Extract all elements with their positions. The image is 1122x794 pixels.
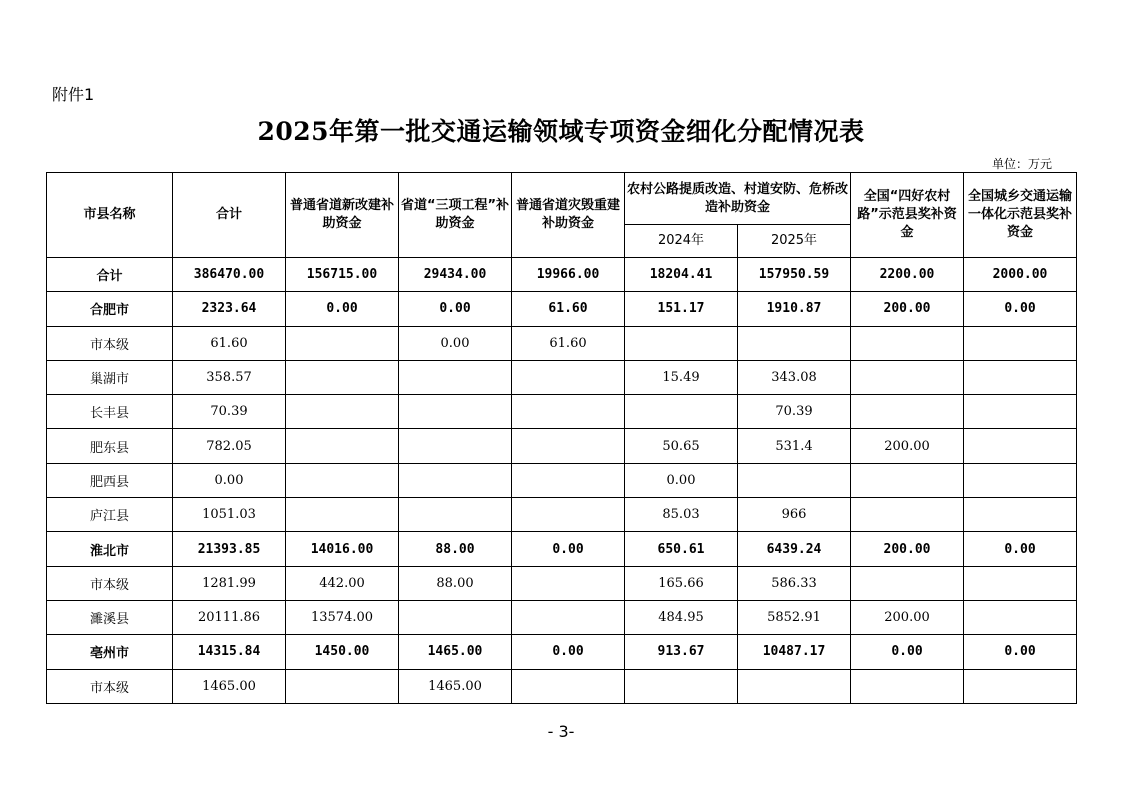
- value-cell: 358.57: [173, 360, 286, 394]
- value-cell: 343.08: [738, 360, 851, 394]
- value-cell: 14315.84: [173, 635, 286, 669]
- table-body: [47, 258, 1077, 704]
- value-cell: 5852.91: [738, 600, 851, 634]
- header-year-2024: 2024年: [625, 225, 738, 258]
- value-cell: 913.67: [625, 635, 738, 669]
- header-rural-group: 农村公路提质改造、村道安防、危桥改造补助资金: [625, 173, 851, 225]
- header-year-2025: 2025年: [738, 225, 851, 258]
- value-cell: [399, 395, 512, 429]
- table-row: [47, 395, 1077, 429]
- value-cell: [286, 429, 399, 463]
- value-cell: 0.00: [964, 532, 1077, 566]
- value-cell: 200.00: [851, 292, 964, 326]
- value-cell: 0.00: [964, 292, 1077, 326]
- row-label-cell: 肥西县: [47, 463, 173, 497]
- value-cell: [964, 566, 1077, 600]
- row-label-cell: 合肥市: [47, 292, 173, 326]
- value-cell: 61.60: [512, 292, 625, 326]
- table-row: [47, 463, 1077, 497]
- header-disaster: 普通省道灾毁重建补助资金: [512, 173, 625, 258]
- value-cell: [851, 360, 964, 394]
- value-cell: [851, 395, 964, 429]
- value-cell: 14016.00: [286, 532, 399, 566]
- attachment-label: 附件1: [52, 85, 95, 104]
- value-cell: 200.00: [851, 600, 964, 634]
- value-cell: [399, 463, 512, 497]
- value-cell: [512, 360, 625, 394]
- value-cell: 10487.17: [738, 635, 851, 669]
- value-cell: [738, 463, 851, 497]
- value-cell: [625, 326, 738, 360]
- value-cell: [964, 600, 1077, 634]
- value-cell: [851, 326, 964, 360]
- table-row: [47, 429, 1077, 463]
- value-cell: 21393.85: [173, 532, 286, 566]
- value-cell: 1450.00: [286, 635, 399, 669]
- header-four-good: 全国“四好农村路”示范县奖补资金: [851, 173, 964, 258]
- table-row: [47, 292, 1077, 326]
- row-label-cell: 市本级: [47, 566, 173, 600]
- value-cell: [286, 669, 399, 703]
- header-integration: 全国城乡交通运输一体化示范县奖补资金: [964, 173, 1077, 258]
- header-three-projects: 省道“三项工程”补助资金: [399, 173, 512, 258]
- value-cell: [399, 360, 512, 394]
- value-cell: 13574.00: [286, 600, 399, 634]
- value-cell: 29434.00: [399, 258, 512, 292]
- value-cell: [512, 395, 625, 429]
- value-cell: 156715.00: [286, 258, 399, 292]
- value-cell: 157950.59: [738, 258, 851, 292]
- table-row: [47, 532, 1077, 566]
- value-cell: [399, 600, 512, 634]
- table-row: [47, 600, 1077, 634]
- value-cell: [286, 498, 399, 532]
- header-new-road: 普通省道新改建补助资金: [286, 173, 399, 258]
- value-cell: 0.00: [286, 292, 399, 326]
- value-cell: [851, 463, 964, 497]
- value-cell: 2323.64: [173, 292, 286, 326]
- value-cell: 85.03: [625, 498, 738, 532]
- value-cell: 15.49: [625, 360, 738, 394]
- unit-label: 单位：万元: [991, 157, 1052, 171]
- value-cell: 61.60: [173, 326, 286, 360]
- value-cell: 200.00: [851, 532, 964, 566]
- value-cell: 484.95: [625, 600, 738, 634]
- value-cell: 1910.87: [738, 292, 851, 326]
- value-cell: 200.00: [851, 429, 964, 463]
- header-city: 市县名称: [47, 173, 173, 258]
- row-label-cell: 肥东县: [47, 429, 173, 463]
- value-cell: 61.60: [512, 326, 625, 360]
- header-total: 合计: [173, 173, 286, 258]
- row-label-cell: 淮北市: [47, 532, 173, 566]
- value-cell: 0.00: [399, 326, 512, 360]
- value-cell: [964, 395, 1077, 429]
- value-cell: 0.00: [851, 635, 964, 669]
- value-cell: [399, 498, 512, 532]
- value-cell: [286, 463, 399, 497]
- value-cell: 650.61: [625, 532, 738, 566]
- row-label-cell: 濉溪县: [47, 600, 173, 634]
- value-cell: [738, 326, 851, 360]
- table-row: [47, 326, 1077, 360]
- value-cell: 70.39: [173, 395, 286, 429]
- value-cell: 88.00: [399, 532, 512, 566]
- value-cell: [964, 669, 1077, 703]
- value-cell: [512, 566, 625, 600]
- value-cell: [625, 395, 738, 429]
- value-cell: [851, 669, 964, 703]
- value-cell: [851, 498, 964, 532]
- value-cell: 1465.00: [173, 669, 286, 703]
- page-number: - 3-: [547, 722, 575, 741]
- value-cell: 151.17: [625, 292, 738, 326]
- value-cell: 586.33: [738, 566, 851, 600]
- allocation-table: [46, 172, 1077, 704]
- value-cell: 386470.00: [173, 258, 286, 292]
- value-cell: 966: [738, 498, 851, 532]
- value-cell: 1465.00: [399, 669, 512, 703]
- value-cell: [964, 463, 1077, 497]
- value-cell: [512, 669, 625, 703]
- value-cell: 531.4: [738, 429, 851, 463]
- value-cell: 1465.00: [399, 635, 512, 669]
- row-label-cell: 庐江县: [47, 498, 173, 532]
- value-cell: 442.00: [286, 566, 399, 600]
- row-label-cell: 市本级: [47, 669, 173, 703]
- value-cell: [964, 326, 1077, 360]
- value-cell: 20111.86: [173, 600, 286, 634]
- row-label-cell: 合计: [47, 258, 173, 292]
- table-row: [47, 360, 1077, 394]
- value-cell: 0.00: [399, 292, 512, 326]
- value-cell: [512, 498, 625, 532]
- row-label-cell: 亳州市: [47, 635, 173, 669]
- value-cell: [851, 566, 964, 600]
- value-cell: 0.00: [512, 635, 625, 669]
- value-cell: [964, 360, 1077, 394]
- value-cell: 782.05: [173, 429, 286, 463]
- value-cell: [399, 429, 512, 463]
- value-cell: 6439.24: [738, 532, 851, 566]
- value-cell: [286, 326, 399, 360]
- value-cell: [512, 600, 625, 634]
- value-cell: 88.00: [399, 566, 512, 600]
- value-cell: [964, 429, 1077, 463]
- value-cell: 0.00: [964, 635, 1077, 669]
- page-title: 2025年第一批交通运输领域专项资金细化分配情况表: [257, 117, 865, 146]
- value-cell: 19966.00: [512, 258, 625, 292]
- value-cell: 70.39: [738, 395, 851, 429]
- value-cell: [286, 395, 399, 429]
- value-cell: 0.00: [173, 463, 286, 497]
- value-cell: 50.65: [625, 429, 738, 463]
- value-cell: 0.00: [512, 532, 625, 566]
- value-cell: 1281.99: [173, 566, 286, 600]
- table-row: [47, 258, 1077, 292]
- value-cell: 165.66: [625, 566, 738, 600]
- value-cell: 2200.00: [851, 258, 964, 292]
- row-label-cell: 巢湖市: [47, 360, 173, 394]
- value-cell: [625, 669, 738, 703]
- value-cell: 2000.00: [964, 258, 1077, 292]
- value-cell: [512, 429, 625, 463]
- table-header: [47, 173, 1077, 258]
- row-label-cell: 市本级: [47, 326, 173, 360]
- value-cell: [512, 463, 625, 497]
- row-label-cell: 长丰县: [47, 395, 173, 429]
- table-row: [47, 669, 1077, 703]
- table-row: [47, 498, 1077, 532]
- value-cell: 1051.03: [173, 498, 286, 532]
- value-cell: [738, 669, 851, 703]
- table-row: [47, 635, 1077, 669]
- table-row: [47, 566, 1077, 600]
- value-cell: 18204.41: [625, 258, 738, 292]
- value-cell: [286, 360, 399, 394]
- value-cell: [964, 498, 1077, 532]
- value-cell: 0.00: [625, 463, 738, 497]
